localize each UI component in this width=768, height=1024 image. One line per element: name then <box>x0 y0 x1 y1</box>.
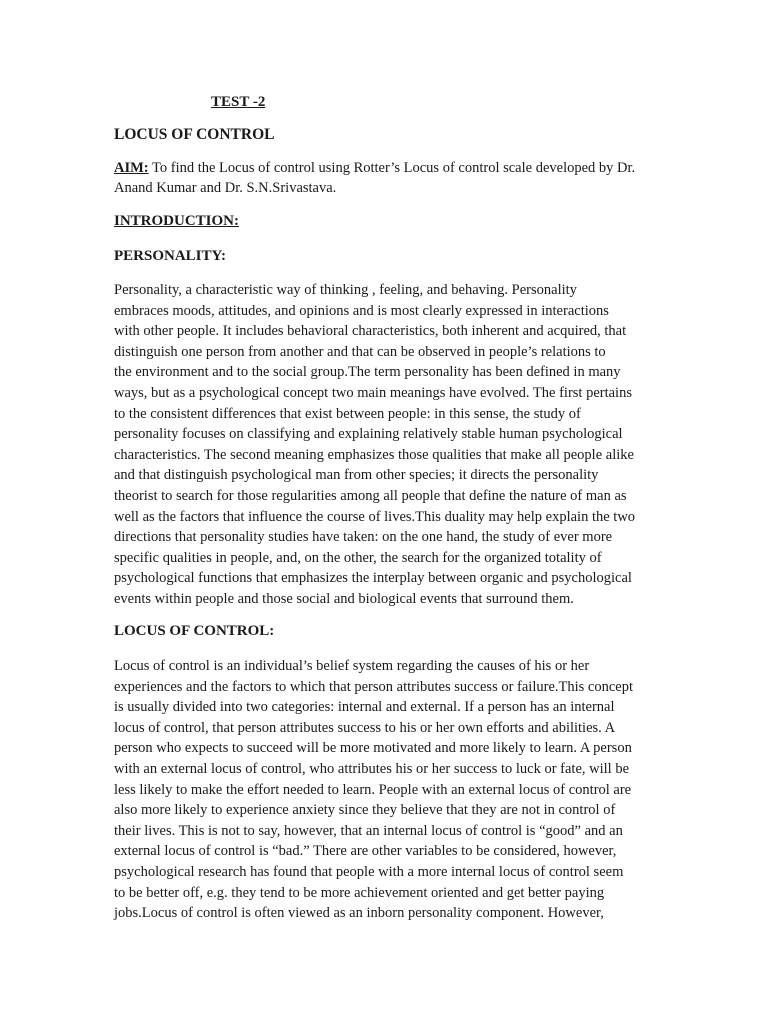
paragraph-line: characteristics. The second meaning emphasizes those qualities that make all people alike <box>114 446 634 463</box>
paragraph-line: with other people. It includes behavioral characteristics, both inherent and acquired, that <box>114 323 627 340</box>
paragraph-line: and that distinguish psychological man from other species; it directs the personality <box>114 467 599 484</box>
paragraph-line: Locus of control is an individual’s belief system regarding the causes of his or her <box>114 658 590 674</box>
paragraph-line: psychological functions that emphasizes the interplay between organic and psychological <box>114 570 632 587</box>
paragraph-line: the environment and to the social group.The term personality has been defined in many <box>114 364 621 381</box>
paragraph-line: distinguish one person from another and that can be observed in people’s relations to <box>114 343 606 360</box>
aim-line-1 <box>114 158 635 178</box>
aim-text-line: Anand Kumar and Dr. S.N.Srivastava. <box>114 180 337 196</box>
aim-section <box>114 158 635 198</box>
locus-of-control-heading: LOCUS OF CONTROL: <box>114 623 275 639</box>
paragraph-line: directions that personality studies have taken: on the one hand, the study of ever more <box>114 529 613 546</box>
paragraph-line: their lives. This is not to say, however, that an internal locus of control is “good” and an <box>114 822 623 839</box>
paragraph-line: to the consistent differences that exist between people: in this sense, the study of <box>114 405 581 422</box>
paragraph-line: external locus of control is “bad.” There are other variables to be considered, however, <box>114 843 617 860</box>
paragraph-line: person who expects to succeed will be more motivated and more likely to learn. A person <box>114 740 632 757</box>
paragraph-line: jobs.Locus of control is often viewed as an inborn personality component. However, <box>114 905 604 922</box>
paragraph-line: to be better off, e.g. they tend to be more achievement oriented and get better paying <box>114 884 605 901</box>
locus-of-control-paragraph <box>114 656 633 924</box>
introduction-heading: INTRODUCTION: <box>114 213 240 229</box>
paragraph-line: with an external locus of control, who attributes his or her success to luck or fate, will be <box>114 760 630 777</box>
paragraph-line: theorist to search for those regularities among all people that define the nature of man as <box>114 487 627 504</box>
personality-paragraph <box>114 280 635 610</box>
paragraph-line: psychological research has found that people with a more internal locus of control seem <box>114 863 624 880</box>
paragraph-line: also more likely to experience anxiety since they believe that they are not in control of <box>114 802 616 819</box>
aim-label: AIM: <box>114 160 149 176</box>
personality-heading: PERSONALITY: <box>114 248 226 264</box>
paragraph-line: events within people and those social and biological events that surround them. <box>114 590 574 607</box>
paragraph-line: well as the factors that influence the course of lives.This duality may help explain the two <box>114 508 636 525</box>
paragraph-line: ways, but as a psychological concept two main meanings have evolved. The first pertains <box>114 384 632 401</box>
paragraph-line: experiences and the factors to which that person attributes success or failure.This concept <box>114 678 633 695</box>
paragraph-line: Personality, a characteristic way of thinking , feeling, and behaving. Personality <box>114 282 577 298</box>
paragraph-line: locus of control, that person attributes success to his or her own efforts and abilities. A <box>114 719 616 736</box>
paragraph-line: embraces moods, attitudes, and opinions and is most clearly expressed in interactions <box>114 302 609 319</box>
aim-text-line: To find the Locus of control using Rotter’s Locus of control scale developed by Dr. <box>152 160 636 176</box>
document-title: LOCUS OF CONTROL <box>114 126 275 143</box>
paragraph-line: personality focuses on classifying and explaining relatively stable human psychological <box>114 426 623 443</box>
paragraph-line: less likely to make the effort needed to learn. People with an external locus of control are <box>114 781 632 798</box>
paragraph-line: specific qualities in people, and, on the other, the search for the organized totality of <box>114 549 602 566</box>
test-label: TEST -2 <box>211 94 266 110</box>
paragraph-line: is usually divided into two categories: internal and external. If a person has an internal <box>114 699 615 716</box>
